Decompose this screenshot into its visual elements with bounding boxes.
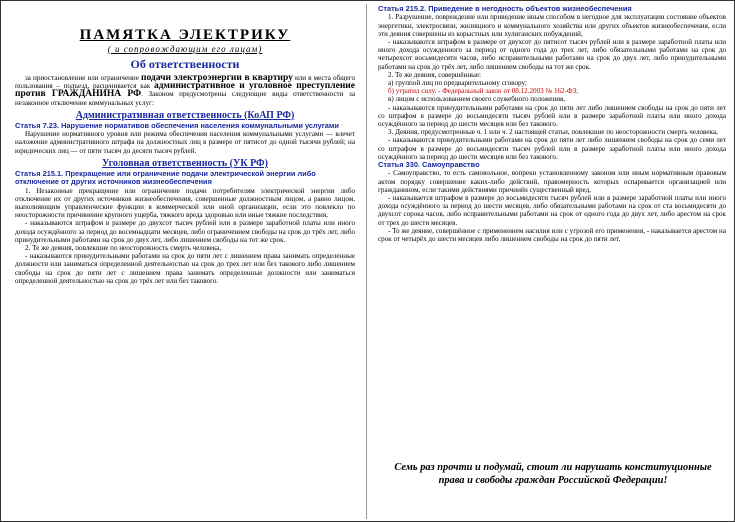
koap-text: Нарушение нормативного уровня или режима обеспечения населения коммунальными услугами — влечет наложение административного штрафа на должностных лиц в размере от пятисот до одной тысячи рублей; на юридических лиц — от пяти тысяч до десяти тысяч рублей.: [15, 130, 355, 155]
article-215-2-p6: в) лицом с использованием своего служебного положения,: [388, 95, 566, 104]
article-215-2-p3: 2. Те же деяния, совершённые:: [388, 70, 482, 79]
article-330-p1: - Самоуправство, то есть самовольное, вопреки установленному законом или иным нормативным правовым актом порядку совершение каких-либо действий, правомерность которых оспаривается организацией или гражданином, если такими действиями причинён существенный вред,: [378, 169, 726, 194]
article-215-2-p9: - наказываются принудительными работами на срок до пяти лет либо лишением свободы на срок до семи лет со штрафом в размере до восьмидесяти тысяч рублей или в размере заработной платы или иного дохода осуждённого за период до шести месяцев или без такового.: [378, 136, 726, 161]
article-330-p3: - То же деяние, совершённое с применением насилия или с угрозой его применения, - наказывается арестом на срок от четырёх до шести месяцев либо лишением свободы на срок до пяти лет.: [378, 226, 726, 244]
article-330-p2: - наказывается штрафом в размере до восьмидесяти тысяч рублей или в размере заработной платы или иного дохода осуждённого за период до шести месяцев, либо обязательными работами на срок от ста восьмидесяти до двухсот сорока часов, либо исправительными работами на срок от одного года до двух лет, либо арестом на срок от трех до шести месяцев.: [378, 194, 726, 227]
uk-title: Уголовная ответственность (УК РФ): [102, 157, 268, 169]
koap-title: Административная ответственность (КоАП РФ): [75, 109, 295, 121]
page-subtitle: ( и сопровождающим его лицам): [107, 44, 263, 54]
koap-article-heading: Статья 7.23. Нарушение нормативов обеспечения населения коммунальными услугами: [15, 120, 339, 130]
article-215-2-p2: - наказываются штрафом в размере от двухсот до пятисот тысяч рублей или в размере заработной платы или иного дохода осужденного за период от одного года до трех лет, либо обязательными работами на срок до четырехсот восьмидесяти часов, либо исправительными работами на срок до двух лет, либо принудительными работами на срок до трёх лет, либо лишением свободы на тот же срок.: [378, 38, 726, 71]
intro-part-5: . Законом предусмотрены следующие виды ответственности за незаконное отключение коммунальных услуг:: [15, 90, 355, 107]
intro-part-4: административное и уголовное преступление против ГРАЖДАНИНА РФ: [15, 81, 355, 100]
page-title: ПАМЯТКА ЭЛЕКТРИКУ: [79, 27, 291, 43]
article-215-2-heading: Статья 215.2. Приведение в негодность объектов жизнеобеспечения: [378, 4, 632, 13]
article-215-2-p1: 1. Разрушение, повреждение или приведение иным способом в негодное для эксплуатации состояние объектов энергетики, электросвязи, жилищного и коммунального хозяйства или других объектов жизнеобеспечения, если эти деяния совершены из корыстных или хулиганских побуждений,: [378, 13, 726, 38]
article-215-2-p4: а) группой лиц по предварительному сговору;: [388, 79, 527, 88]
uk-paragraph-2: - наказываются штрафом в размере до двухсот тысяч рублей или в размере заработной платы или иного дохода осуждённого за период до восемнадцати месяцев, либо ограничением свободы на срок до трёх лет, либо принудительными работами на срок до двух лет, либо лишением свободы на тот же срок.: [15, 219, 355, 244]
uk-paragraph-4: - наказываются принудительными работами на срок до пяти лет с лишением права занимать определенные должности или заниматься определенной деятельностью на срок до трех лет или без такового либо лишением свободы на срок до пяти лет с лишением права занимать определенные должности или заниматься определенной деятельностью на срок до трёх лет или без такового.: [15, 252, 355, 285]
article-330-heading: Статья 330. Самоуправство: [378, 160, 480, 170]
intro-paragraph: [15, 74, 355, 107]
column-divider: [366, 4, 367, 519]
uk-paragraph-3: 2. Те же деяния, повлекшие по неосторожность смерть человека,: [25, 244, 222, 253]
section-heading: Об ответственности: [130, 57, 240, 71]
article-215-2-p5: б) утратил силу. - Федеральный закон от 08.12.2003 № 162-ФЗ;: [388, 87, 579, 96]
intro-part-3: или в места общего пользования – подъезд, расценивается как: [15, 74, 355, 91]
left-column: [15, 5, 355, 285]
closing-statement: Семь раз прочти и подумай, стоит ли нарушать конституционные права и свободы граждан Российской Федерации!: [394, 462, 712, 486]
article-215-2-p8: 3. Деяния, предусмотренные ч. 1 или ч. 2 настоящей статьи, повлекшие по неосторожности смерть человека,: [388, 128, 718, 137]
intro-part-1: за приостановление или ограничение: [25, 74, 139, 82]
article-215-2-p7: - наказываются принудительными работами на срок до пяти лет либо лишением свободы на срок до пяти лет со штрафом в размере до восьмидесяти тысяч рублей или в размере заработной платы или иного дохода осуждённого за период до шести месяцев или без такового.: [378, 103, 726, 129]
intro-part-2: подачи электроэнергии в квартиру: [140, 73, 293, 83]
uk-article-heading: Статья 215.1. Прекращение или ограничение подачи электрической энергии либо отключение от других источников жизнеобеспечения: [15, 168, 316, 187]
right-column: [378, 5, 726, 243]
uk-paragraph-1: 1. Незаконные прекращение или ограничение подачи потребителям электрической энергии либо отключение их от других источников жизнеобеспечения, совершенные должностным лицом, а равно лицом, выполняющим управленческие функции в коммерческой или иной организации, если это повлекло по неосторожности причинение крупного ущерба, тяжкого вреда здоровью или иные тяжкие последствия,: [15, 186, 355, 220]
